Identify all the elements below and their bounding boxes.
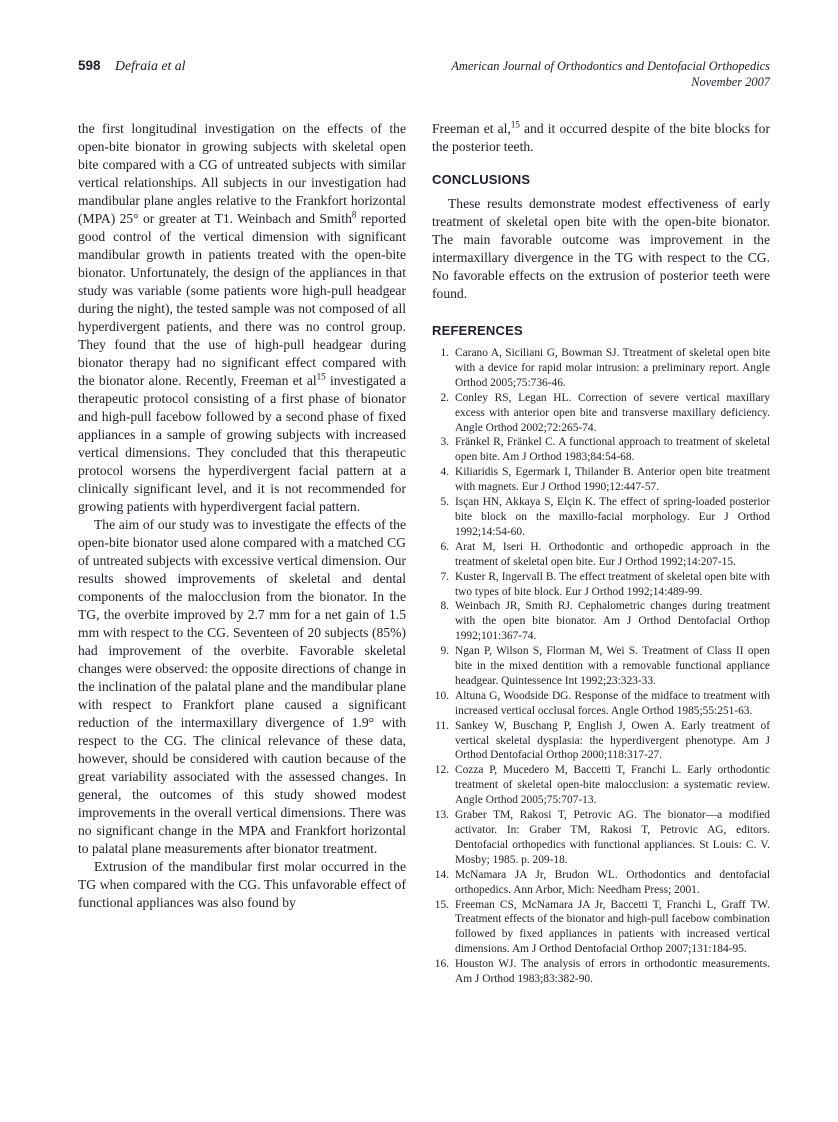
reference-text: Carano A, Siciliani G, Bowman SJ. Ttreatment of skeletal open bite with a device for rapid molar intrusion: a preliminary report. Angle Orthod 2005;75:736-46. [455,347,770,389]
running-authors: Defraia et al [114,58,186,73]
reference-item [432,495,770,540]
reference-item [432,868,770,898]
reference-text: Graber TM, Rakosi T, Petrovic AG. The bionator—a modified activator. In: Graber TM, Rakosi T, Petrovic AG, editors. Dentofacial orthopedics with functional appliances. St Louis: C. V. Mosby; 1985. p. 209-18. [455,809,770,866]
conclusions-paragraph: These results demonstrate modest effectiveness of early treatment of skeletal open bite with the open-bite bionator. The main favorable outcome was improvement in the intermaxillary divergence in the TG with respect to the CG. No favorable effects on the extrusion of posterior teeth were found. [432,196,770,301]
reference-text: Fränkel R, Fränkel C. A functional approach to treatment of skeletal open bite. Am J Orthod 1983;84:54-68. [455,436,770,464]
running-head-right [451,58,770,90]
reference-text: Sankey W, Buschang P, English J, Owen A. Early treatment of vertical skeletal dysplasia: the hyperdivergent phenotype. Am J Orthod Dentofacial Orthop 2000;118:317-27. [455,719,770,762]
reference-item [432,465,770,495]
reference-item [432,391,770,436]
reference-text: Isçan HN, Akkaya S, Elçin K. The effect of spring-loaded posterior bite block on the maxillo-facial morphology. Eur J Orthod 1992;14:54-60. [455,496,770,538]
right-column [432,120,770,987]
reference-number: 12. [434,764,449,777]
reference-text: Ngan P, Wilson S, Florman M, Wei S. Treatment of Class II open bite in the mixed dentition with a removable functional appliance headgear. Quintessence Int 1992;23:323-33. [455,645,770,687]
reference-number: 7. [440,570,449,583]
reference-number: 6. [440,540,449,553]
reference-item [432,346,770,391]
reference-number: 14. [434,868,449,881]
reference-item [432,599,770,644]
running-head-left [78,58,186,74]
reference-item [432,435,770,465]
reference-text: Arat M, Iseri H. Orthodontic and orthopedic approach in the treatment of skeletal open bite. Eur J Orthod 1992;14:207-15. [455,540,770,568]
references-list [432,346,770,987]
reference-number: 13. [434,809,449,822]
reference-item [432,898,770,958]
reference-number: 5. [440,496,449,509]
left-column [78,120,406,987]
reference-text: Cozza P, Mucedero M, Baccetti T, Franchi L. Early orthodontic treatment of skeletal open-bite malocclusion: a systematic review. Angle Orthod 2005;75:707-13. [455,764,770,807]
paragraph-discussion-continuation: the first longitudinal investigation on the effects of the open-bite bionator in growing subjects with skeletal open bite compared with a CG of untreated subjects with similar vertical relationships. All subjects in our investigation had mandibular plane angles relative to the Frankfort horizontal (MPA) 25° or greater at T1. Weinbach and Smith$^8$ reported good control of the vertical dimension with significant mandibular growth in patients treated with the open-bite bionator. Unfortunately, the design of the appliances in that study was variable (some patients wore high-pull headgear during the night), the tested sample was not composed of all hyperdivergent patients, and there was no control group. They found that the use of high-pull headgear during bionator therapy had no significant effect compared with the bionator alone. Recently, Freeman et $al^{15}$ investigated a therapeutic protocol consisting of a first phase of bionator and high-pull facebow followed by a second phase of fixed appliances in a sample of growing subjects with increased vertical dimensions. They concluded that this therapeutic protocol worsens the hyperdivergent facial pattern at a clinically significant level, and it is not recommended for growing patients with hyperdivergent facial pattern. [78,121,407,514]
reference-number: 10. [434,689,449,702]
reference-text: McNamara JA Jr, Brudon WL. Orthodontics and dentofacial orthopedics. Ann Arbor, Mich: Needham Press; 2001. [455,868,770,896]
reference-text: Altuna G, Woodside DG. Response of the midface to treatment with increased vertical occlusal forces. Angle Orthod 1985;55:251-63. [455,689,770,717]
reference-item [432,689,770,719]
reference-text: Houston WJ. The analysis of errors in orthodontic measurements. Am J Orthod 1983;83:382-90. [455,958,770,986]
paragraph-freeman-continuation: Freeman et al,$^{15}$ and it occurred despite of the bite blocks for the posterior teeth. [432,119,770,154]
page-number: 598 [78,58,101,73]
reference-item [432,808,770,868]
reference-item [432,957,770,987]
reference-number: 2. [440,391,449,404]
reference-number: 3. [440,436,449,449]
reference-number: 8. [440,600,449,613]
reference-text: Kuster R, Ingervall B. The effect treatment of skeletal open bite with two types of bite block. Eur J Orthod 1992;14:489-99. [455,570,770,598]
references-heading: REFERENCES [432,323,523,338]
reference-item [432,540,770,570]
journal-issue-date: November 2007 [691,75,770,89]
reference-number: 1. [440,347,449,359]
reference-number: 15. [434,898,449,911]
reference-number: 9. [440,645,449,658]
running-head [78,58,770,90]
reference-item [432,719,770,764]
reference-text: Kiliaridis S, Egermark I, Thilander B. Anterior open bite treatment with magnets. Eur J Orthod 1990;12:447-57. [455,466,770,494]
journal-title: American Journal of Orthodontics and Dentofacial Orthopedics [451,59,770,73]
reference-number: 16. [434,958,449,971]
reference-item [432,644,770,689]
reference-number: 4. [440,466,449,479]
paragraph-molar-extrusion: Extrusion of the mandibular first molar occurred in the TG when compared with the CG. This unfavorable effect of functional appliances was also found by [78,859,406,910]
reference-number: 11. [435,719,449,732]
reference-item [432,570,770,600]
paragraph-study-aim: The aim of our study was to investigate the effects of the open-bite bionator used alone compared with a matched CG of untreated subjects with excessive vertical dimension. Our results showed improvements of skeletal and dental components of the malocclusion from the bionator. In the TG, the overbite improved by 2.7 mm for a net gain of 1.5 mm with respect to the CG. Seventeen of 20 subjects (85%) had improvement of the overbite. Favorable skeletal changes were observed: the opposite directions of change in the inclination of the palatal plane and the mandibular plane with respect to Frankfort plane caused a significant reduction of the intermaxillary divergence of 1.9° with respect to the CG. The clinical relevance of these data, however, should be considered with caution because of the great variability associated with the assessed changes. In general, the outcomes of this study showed modest improvements in the overall vertical dimensions. There was no significant change in the MPA and Frankfort horizontal to palatal plane measurements after bionator treatment. [78,517,406,856]
reference-item [432,763,770,808]
article-body [78,120,770,987]
reference-text: Conley RS, Legan HL. Correction of severe vertical maxillary excess with anterior open bite and transverse maxillary deficiency. Angle Orthod 2002;72:265-74. [455,391,770,434]
conclusions-heading: CONCLUSIONS [432,172,531,187]
reference-text: Weinbach JR, Smith RJ. Cephalometric changes during treatment with the open bite bionator. Am J Orthod Dentofacial Orthop 1992;101:367-74. [455,600,770,643]
reference-text: Freeman CS, McNamara JA Jr, Baccetti T, Franchi L, Graff TW. Treatment effects of the bionator and high-pull facebow combination followed by fixed appliances in patients with increased vertical dimensions. Am J Orthod Dentofacial Orthop 2007;131:184-95. [455,898,770,956]
